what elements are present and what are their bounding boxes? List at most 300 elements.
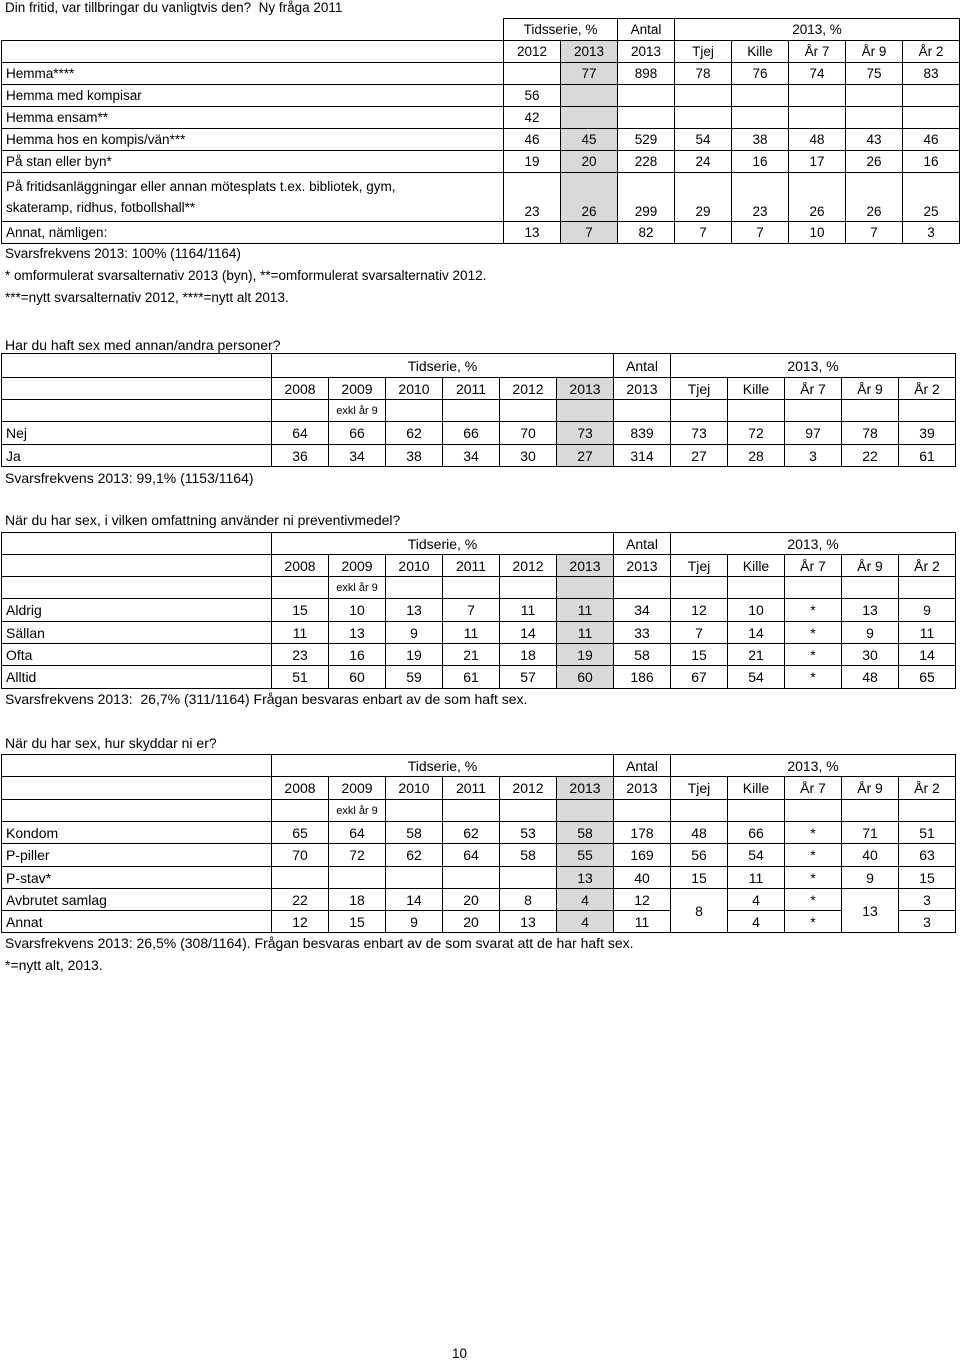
- column-header: År 2: [899, 378, 956, 400]
- blank-cell: [500, 577, 557, 599]
- column-header: 2013: [557, 555, 614, 577]
- column-header: 2008: [272, 378, 329, 400]
- table-body: [2, 354, 956, 467]
- value-cell: 23: [504, 173, 561, 222]
- value-cell: 26: [561, 173, 618, 222]
- sex-notes: [5, 467, 254, 489]
- value-cell: 13: [329, 622, 386, 644]
- subheader-row: [2, 400, 956, 422]
- column-header: År 9: [842, 777, 899, 800]
- value-cell: 61: [899, 445, 956, 467]
- blank-cell: [386, 577, 443, 599]
- table-row: [2, 911, 956, 933]
- column-header: 2012: [500, 555, 557, 577]
- value-cell: *: [785, 622, 842, 644]
- value-cell: 11: [899, 622, 956, 644]
- blank-cell: [272, 400, 329, 422]
- value-cell: 11: [614, 911, 671, 933]
- fritid-table: [1, 18, 960, 244]
- column-header: 2011: [443, 777, 500, 800]
- value-cell: 23: [272, 644, 329, 666]
- header-label-cell: [2, 555, 272, 577]
- table-row: [2, 844, 956, 867]
- table-row: [2, 622, 956, 644]
- value-cell: *: [785, 644, 842, 666]
- table-body: [2, 755, 956, 933]
- value-cell: 14: [386, 889, 443, 911]
- value-cell: 22: [842, 445, 899, 467]
- value-cell: 30: [500, 445, 557, 467]
- value-cell: 64: [272, 422, 329, 445]
- group-header-row: [2, 533, 956, 555]
- value-cell: 8: [500, 889, 557, 911]
- value-cell: 529: [618, 129, 675, 151]
- value-cell: 38: [386, 445, 443, 467]
- value-cell: [618, 107, 675, 129]
- value-cell: 11: [500, 599, 557, 622]
- value-cell: *: [785, 911, 842, 933]
- value-cell: 14: [728, 622, 785, 644]
- column-header: År 2: [899, 777, 956, 800]
- value-cell: 26: [846, 151, 903, 173]
- value-cell: 3: [903, 222, 960, 244]
- row-label: [2, 173, 504, 222]
- value-cell: 4: [557, 911, 614, 933]
- value-cell: 186: [614, 666, 671, 689]
- value-cell: 34: [443, 445, 500, 467]
- value-cell: 18: [329, 889, 386, 911]
- column-header: 2012: [500, 378, 557, 400]
- value-cell: 59: [386, 666, 443, 689]
- value-cell: 56: [671, 844, 728, 867]
- column-header: 2009: [329, 378, 386, 400]
- value-cell: [561, 85, 618, 107]
- value-cell: 62: [386, 844, 443, 867]
- preventiv-notes: [5, 688, 527, 710]
- value-cell: 36: [272, 445, 329, 467]
- value-cell: [903, 85, 960, 107]
- column-header: 2010: [386, 378, 443, 400]
- value-cell: 64: [443, 844, 500, 867]
- table-row: [2, 85, 960, 107]
- value-cell: 4: [557, 889, 614, 911]
- header-label-cell: [2, 41, 504, 63]
- value-cell: 3: [899, 911, 956, 933]
- value-cell: 29: [675, 173, 732, 222]
- value-cell: 14: [899, 644, 956, 666]
- row-label: Kondom: [2, 822, 272, 844]
- value-cell: 72: [329, 844, 386, 867]
- column-header: År 9: [842, 378, 899, 400]
- table-body: [2, 533, 956, 689]
- value-cell: 9: [842, 867, 899, 889]
- value-cell: 17: [789, 151, 846, 173]
- row-label: Alltid: [2, 666, 272, 689]
- value-cell: 67: [671, 666, 728, 689]
- value-cell: 54: [675, 129, 732, 151]
- value-cell: 25: [903, 173, 960, 222]
- value-cell: [846, 85, 903, 107]
- value-cell: 78: [675, 63, 732, 85]
- value-cell: 38: [732, 129, 789, 151]
- value-cell: 28: [728, 445, 785, 467]
- column-header: 2013: [614, 555, 671, 577]
- table-row: [2, 445, 956, 467]
- blank-cell: [614, 800, 671, 822]
- value-cell: 3: [785, 445, 842, 467]
- value-cell: 18: [500, 644, 557, 666]
- value-cell: 42: [504, 107, 561, 129]
- column-header: Tjej: [671, 777, 728, 800]
- column-header: 2013: [618, 41, 675, 63]
- value-cell: 26: [789, 173, 846, 222]
- value-cell: [500, 867, 557, 889]
- column-header: 2013: [614, 777, 671, 800]
- blank-cell: [728, 577, 785, 599]
- value-cell: *: [785, 889, 842, 911]
- value-cell: 66: [728, 822, 785, 844]
- blank-cell: [842, 577, 899, 599]
- column-header-row: [2, 41, 960, 63]
- blank-cell: [386, 400, 443, 422]
- header-label-cell: [2, 777, 272, 800]
- row-label: Hemma ensam**: [2, 107, 504, 129]
- group-header-row: [2, 755, 956, 777]
- value-cell: 45: [561, 129, 618, 151]
- blank-cell: [899, 400, 956, 422]
- value-cell: 60: [557, 666, 614, 689]
- subheader-label-cell: [2, 800, 272, 822]
- value-cell: [846, 107, 903, 129]
- column-header: 2010: [386, 777, 443, 800]
- table-row: [2, 666, 956, 689]
- blank-cell: [386, 800, 443, 822]
- row-label: Aldrig: [2, 599, 272, 622]
- value-cell: 13: [504, 222, 561, 244]
- blank-cell: [785, 400, 842, 422]
- value-cell: 97: [785, 422, 842, 445]
- blank-cell: [443, 800, 500, 822]
- response-rate-note: Svarsfrekvens 2013: 99,1% (1153/1164): [5, 470, 254, 486]
- question-title-sex: Har du haft sex med annan/andra personer?: [5, 337, 281, 353]
- value-cell: *: [785, 599, 842, 622]
- value-cell: 74: [789, 63, 846, 85]
- column-header: Kille: [728, 378, 785, 400]
- question-title-preventiv: När du har sex, i vilken omfattning använder ni preventivmedel?: [5, 512, 401, 528]
- value-cell: 51: [899, 822, 956, 844]
- blank-cell: [557, 800, 614, 822]
- table-body: [2, 19, 960, 244]
- value-cell: 27: [671, 445, 728, 467]
- value-cell: 58: [500, 844, 557, 867]
- value-cell: 26: [846, 173, 903, 222]
- value-cell: 7: [846, 222, 903, 244]
- table-row: [2, 151, 960, 173]
- value-cell: [329, 867, 386, 889]
- subheader-row: [2, 800, 956, 822]
- blank-cell: [614, 400, 671, 422]
- value-cell: 61: [443, 666, 500, 689]
- value-cell: 7: [671, 622, 728, 644]
- group-header-antal: Antal: [614, 354, 671, 378]
- column-header: Kille: [728, 555, 785, 577]
- preventiv-table: [1, 532, 956, 689]
- column-header: 2013: [614, 378, 671, 400]
- value-cell: 56: [504, 85, 561, 107]
- blank-cell: [785, 577, 842, 599]
- row-label: Nej: [2, 422, 272, 445]
- header-corner-cell: [2, 533, 272, 555]
- value-cell: 48: [671, 822, 728, 844]
- value-cell: 10: [329, 599, 386, 622]
- value-cell: 70: [500, 422, 557, 445]
- value-cell: [561, 107, 618, 129]
- value-cell: 9: [386, 622, 443, 644]
- header-label-cell: [2, 378, 272, 400]
- row-label: Sällan: [2, 622, 272, 644]
- header-corner-cell: [2, 19, 504, 41]
- value-cell: 24: [675, 151, 732, 173]
- value-cell: 34: [329, 445, 386, 467]
- table-row: [2, 599, 956, 622]
- column-header: Tjej: [675, 41, 732, 63]
- value-cell: 72: [728, 422, 785, 445]
- value-cell: 15: [671, 644, 728, 666]
- column-header-row: [2, 378, 956, 400]
- blank-cell: [557, 400, 614, 422]
- blank-cell: [671, 800, 728, 822]
- value-cell: 7: [732, 222, 789, 244]
- column-header: 2008: [272, 777, 329, 800]
- row-label: P-stav*: [2, 867, 272, 889]
- value-cell: [443, 867, 500, 889]
- row-label: Hemma med kompisar: [2, 85, 504, 107]
- value-cell: 71: [842, 822, 899, 844]
- value-cell: 898: [618, 63, 675, 85]
- table-row: [2, 129, 960, 151]
- row-label: Annat, nämligen:: [2, 222, 504, 244]
- group-header-breakdown: 2013, %: [675, 19, 960, 41]
- column-header: År 7: [785, 555, 842, 577]
- row-label: Hemma****: [2, 63, 504, 85]
- value-cell: 62: [443, 822, 500, 844]
- value-cell: 19: [504, 151, 561, 173]
- column-header: 2012: [500, 777, 557, 800]
- value-cell: 65: [899, 666, 956, 689]
- column-header: 2013: [557, 777, 614, 800]
- blank-cell: [842, 800, 899, 822]
- table-row: [2, 822, 956, 844]
- column-header: År 9: [846, 41, 903, 63]
- value-cell: 58: [614, 644, 671, 666]
- value-cell: 15: [671, 867, 728, 889]
- value-cell: 178: [614, 822, 671, 844]
- column-header: År 7: [785, 378, 842, 400]
- subheader-note: exkl år 9: [329, 800, 386, 822]
- group-header-tidsserie: Tidserie, %: [272, 755, 614, 777]
- value-cell: 63: [899, 844, 956, 867]
- column-header: Tjej: [671, 378, 728, 400]
- group-header-antal: Antal: [614, 755, 671, 777]
- column-header: 2010: [386, 555, 443, 577]
- value-cell: 299: [618, 173, 675, 222]
- group-header-antal: Antal: [618, 19, 675, 41]
- column-header-row: [2, 555, 956, 577]
- blank-cell: [842, 400, 899, 422]
- value-cell: 65: [272, 822, 329, 844]
- value-cell: 51: [272, 666, 329, 689]
- column-header: År 7: [789, 41, 846, 63]
- value-cell: [504, 63, 561, 85]
- sex-table: [1, 353, 956, 467]
- value-cell: [618, 85, 675, 107]
- value-cell: 16: [329, 644, 386, 666]
- column-header: 2012: [504, 41, 561, 63]
- value-cell: 20: [443, 911, 500, 933]
- value-cell: 46: [903, 129, 960, 151]
- group-header-row: [2, 19, 960, 41]
- value-cell: 58: [386, 822, 443, 844]
- value-cell: 27: [557, 445, 614, 467]
- value-cell: [903, 107, 960, 129]
- value-cell: 169: [614, 844, 671, 867]
- value-cell: 22: [272, 889, 329, 911]
- value-cell: 76: [732, 63, 789, 85]
- blank-cell: [500, 400, 557, 422]
- column-header: 2013: [557, 378, 614, 400]
- value-cell: 19: [386, 644, 443, 666]
- value-cell: 66: [443, 422, 500, 445]
- blank-cell: [671, 577, 728, 599]
- column-header: Kille: [732, 41, 789, 63]
- skydd-table: [1, 754, 956, 933]
- value-cell: 62: [386, 422, 443, 445]
- column-header: Kille: [728, 777, 785, 800]
- table-row: [2, 889, 956, 911]
- value-cell: [675, 85, 732, 107]
- value-cell: 11: [272, 622, 329, 644]
- column-header-row: [2, 777, 956, 800]
- value-cell: 16: [903, 151, 960, 173]
- response-rate-note: Svarsfrekvens 2013: 26,5% (308/1164). Frågan besvaras enbart av de som svarat att de har haft sex.: [5, 935, 634, 951]
- value-cell: 13: [557, 867, 614, 889]
- value-cell: 48: [789, 129, 846, 151]
- value-cell: 30: [842, 644, 899, 666]
- footnote: ***=nytt svarsalternativ 2012, ****=nytt alt 2013.: [5, 290, 289, 305]
- value-cell: 12: [671, 599, 728, 622]
- value-cell: 15: [899, 867, 956, 889]
- value-cell: 73: [557, 422, 614, 445]
- value-cell: 13: [386, 599, 443, 622]
- value-cell: 11: [557, 599, 614, 622]
- value-cell: *: [785, 867, 842, 889]
- skydd-notes: [5, 932, 634, 976]
- group-header-breakdown: 2013, %: [671, 533, 956, 555]
- value-cell: 7: [561, 222, 618, 244]
- value-cell: 9: [899, 599, 956, 622]
- value-cell: 11: [557, 622, 614, 644]
- value-cell: 54: [728, 666, 785, 689]
- value-cell: 11: [728, 867, 785, 889]
- value-cell: 48: [842, 666, 899, 689]
- value-cell: 77: [561, 63, 618, 85]
- row-label: P-piller: [2, 844, 272, 867]
- value-cell: 55: [557, 844, 614, 867]
- column-header: 2008: [272, 555, 329, 577]
- value-cell: 21: [443, 644, 500, 666]
- value-cell: 20: [561, 151, 618, 173]
- value-cell: 23: [732, 173, 789, 222]
- subheader-label-cell: [2, 400, 272, 422]
- table-row: [2, 63, 960, 85]
- value-cell: 40: [614, 867, 671, 889]
- group-header-tidsserie: Tidserie, %: [272, 533, 614, 555]
- value-cell: [789, 85, 846, 107]
- row-label: Annat: [2, 911, 272, 933]
- value-cell: 73: [671, 422, 728, 445]
- value-cell: 10: [789, 222, 846, 244]
- row-label: Hemma hos en kompis/vän***: [2, 129, 504, 151]
- column-header: 2011: [443, 378, 500, 400]
- column-header: År 2: [903, 41, 960, 63]
- column-header: Tjej: [671, 555, 728, 577]
- value-cell: [732, 107, 789, 129]
- blank-cell: [899, 577, 956, 599]
- footnote: *=nytt alt, 2013.: [5, 957, 103, 973]
- group-header-tidsserie: Tidsserie, %: [504, 19, 618, 41]
- value-cell: 78: [842, 422, 899, 445]
- value-cell: 82: [618, 222, 675, 244]
- blank-cell: [728, 800, 785, 822]
- value-cell: [675, 107, 732, 129]
- question-title-skydd: När du har sex, hur skyddar ni er?: [5, 735, 217, 751]
- table-row: [2, 422, 956, 445]
- value-cell: [386, 867, 443, 889]
- column-header: År 2: [899, 555, 956, 577]
- merged-value-cell: 8: [671, 889, 728, 933]
- value-cell: 314: [614, 445, 671, 467]
- value-cell: 7: [443, 599, 500, 622]
- row-label: Ofta: [2, 644, 272, 666]
- value-cell: 10: [728, 599, 785, 622]
- group-header-antal: Antal: [614, 533, 671, 555]
- value-cell: [789, 107, 846, 129]
- blank-cell: [272, 800, 329, 822]
- table-row: [2, 867, 956, 889]
- table-row: [2, 173, 960, 222]
- value-cell: 54: [728, 844, 785, 867]
- value-cell: 228: [618, 151, 675, 173]
- value-cell: 53: [500, 822, 557, 844]
- value-cell: 66: [329, 422, 386, 445]
- value-cell: 60: [329, 666, 386, 689]
- value-cell: 83: [903, 63, 960, 85]
- row-label: Avbrutet samlag: [2, 889, 272, 911]
- value-cell: 15: [329, 911, 386, 933]
- row-label: På stan eller byn*: [2, 151, 504, 173]
- value-cell: 43: [846, 129, 903, 151]
- value-cell: 20: [443, 889, 500, 911]
- value-cell: 70: [272, 844, 329, 867]
- blank-cell: [443, 577, 500, 599]
- blank-cell: [728, 400, 785, 422]
- value-cell: 3: [899, 889, 956, 911]
- column-header: 2009: [329, 555, 386, 577]
- value-cell: 12: [614, 889, 671, 911]
- value-cell: 13: [500, 911, 557, 933]
- value-cell: 21: [728, 644, 785, 666]
- value-cell: *: [785, 844, 842, 867]
